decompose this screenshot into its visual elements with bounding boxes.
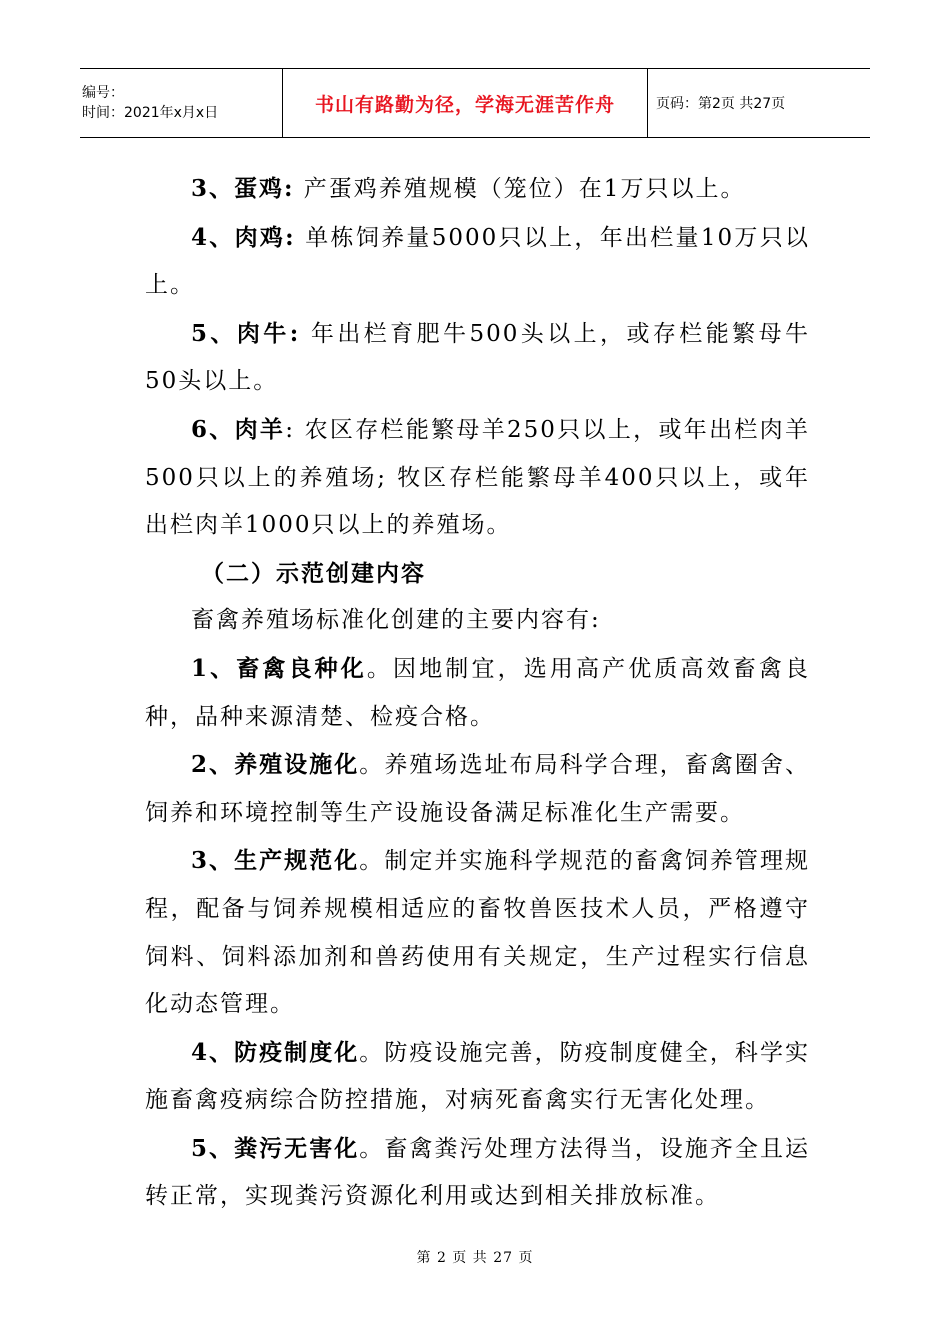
label-beef-cattle: 5、肉牛:	[191, 319, 301, 347]
text-broiler: 单栋饲养量5000只以上，年出栏量10万只以上。	[145, 224, 810, 299]
item-breed	[145, 645, 810, 741]
item-breed-text: 。因地制宜，选用高产优质高效畜禽良种，品种来源清楚、检疫合格。	[145, 655, 810, 730]
paragraph-egg-chicken	[145, 165, 810, 214]
number-label: 编号：	[82, 85, 124, 101]
page-footer: 第 2 页 共 27 页	[416, 1250, 534, 1266]
item-breed-title: 1、畜禽良种化	[191, 654, 367, 682]
header-page-info	[648, 69, 870, 137]
item-production-text: 。制定并实施科学规范的畜禽饲养管理规程，配备与饲养规模相适应的畜牧兽医技术人员，严格遵守饲料、饲料添加剂和兽药使用有关规定，生产过程实行信息化动态管理。	[145, 848, 810, 1018]
header-motto-cell	[283, 69, 648, 137]
item-manure-text: 。畜禽粪污处理方法得当，设施齐全且运转正常，实现粪污资源化利用或达到相关排放标准。	[145, 1135, 810, 1210]
item-epidemic	[145, 1029, 810, 1125]
item-facilities-title: 2、养殖设施化	[191, 751, 360, 779]
label-mutton-sheep: 6、肉羊	[191, 415, 286, 443]
item-manure	[145, 1125, 810, 1221]
motto-text: 书山有路勤为径，学海无涯苦作舟	[314, 93, 615, 116]
item-production	[145, 837, 810, 1028]
text-mutton-sheep: : 农区存栏能繁母羊250只以上，或年出栏肉羊500只以上的养殖场; 牧区存栏能繁母羊400只以上，或年出栏肉羊1000只以上的养殖场。	[145, 416, 810, 539]
text-egg-chicken: 产蛋鸡养殖规模（笼位）在1万只以上。	[294, 176, 746, 202]
document-body	[145, 165, 810, 1221]
text-beef-cattle: 年出栏育肥牛500头以上，或存栏能繁母牛50头以上。	[145, 320, 810, 395]
label-egg-chicken: 3、蛋鸡:	[191, 175, 295, 202]
item-epidemic-title: 4、防疫制度化	[191, 1038, 360, 1066]
item-epidemic-text: 。防疫设施完善，防疫制度健全，科学实施畜禽疫病综合防控措施，对病死畜禽实行无害化处理。	[145, 1039, 810, 1114]
time-label: 时间：2021年x月x日	[82, 105, 219, 121]
item-manure-title: 5、粪污无害化	[191, 1134, 360, 1162]
paragraph-beef-cattle	[145, 310, 810, 406]
paragraph-broiler	[145, 214, 810, 310]
label-broiler: 4、肉鸡:	[191, 223, 296, 251]
header-meta	[80, 69, 283, 137]
item-facilities	[145, 741, 810, 837]
item-facilities-text: 。养殖场选址布局科学合理，畜禽圈舍、饲养和环境控制等生产设施设备满足标准化生产需要。	[145, 752, 810, 826]
section-heading: （二）示范创建内容	[201, 559, 426, 587]
item-production-title: 3、生产规范化	[191, 847, 360, 875]
page-header	[80, 68, 870, 138]
intro-paragraph: 畜禽养殖场标准化创建的主要内容有:	[191, 607, 601, 634]
paragraph-mutton-sheep	[145, 406, 810, 550]
page-info-text: 页码：第2页 共27页	[656, 96, 786, 112]
